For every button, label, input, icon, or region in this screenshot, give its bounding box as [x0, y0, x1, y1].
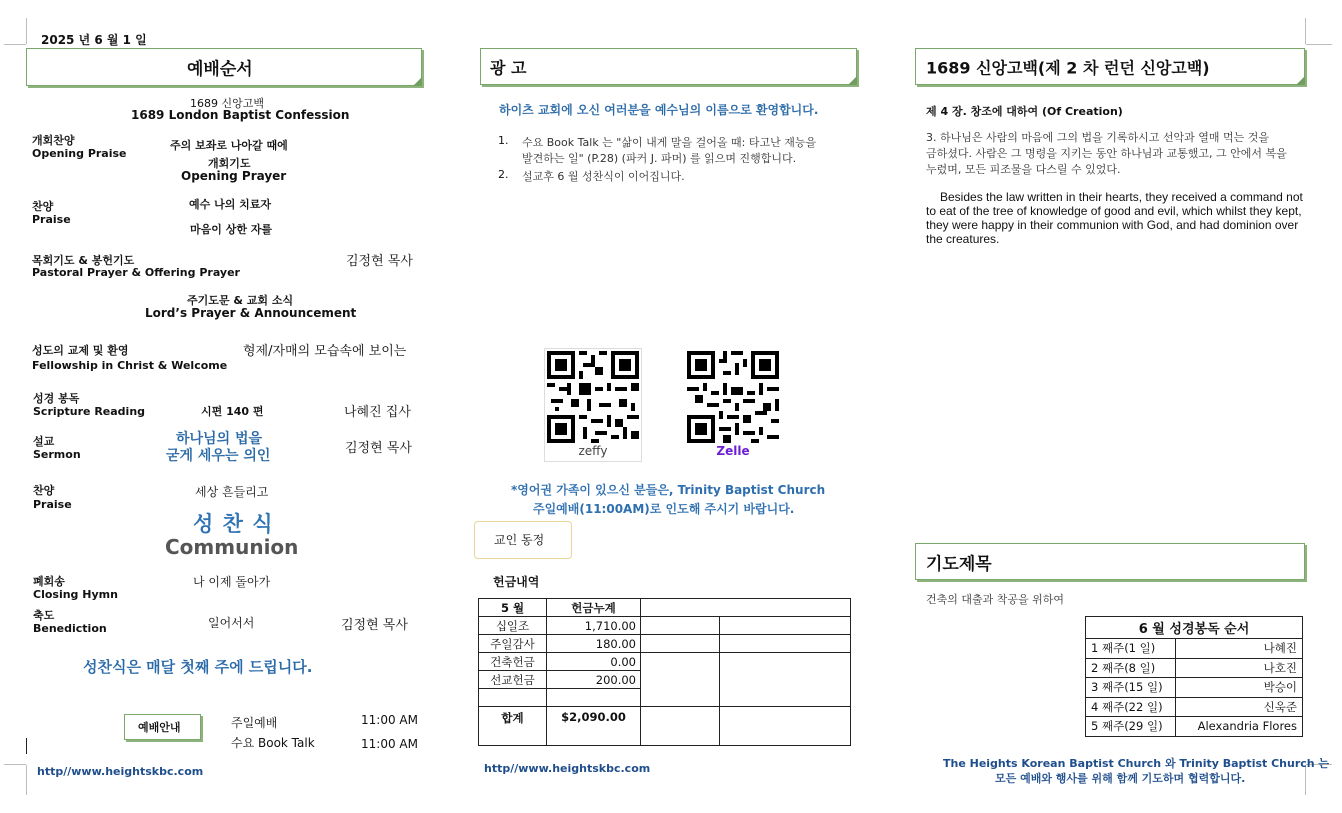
confession-title: 1689 신앙고백(제 2 차 런던 신앙고백) [926, 58, 1210, 77]
announcement-2-line1: 설교후 6 월 성찬식이 이어집니다. [522, 170, 685, 183]
communion-note: 성찬식은 매달 첫째 주에 드립니다. [83, 658, 313, 676]
confession-ko-line2: 금하셨다. 사람은 그 명령을 지키는 동안 하나님과 교통했고, 그 안에서 복을 [926, 147, 1287, 160]
website-link-middle[interactable]: http//www.heightskbc.com [484, 762, 651, 775]
offering-title: 헌금내역 [493, 575, 540, 589]
scripture-en: Scripture Reading [33, 405, 146, 418]
confession-ko-line1: 3. 하나님은 사람의 마음에 그의 법을 기록하시고 선악과 열매 먹는 것을 [926, 131, 1269, 144]
announcement-1-line2: 발견하는 일" (P.28) (파커 J. 파머) 를 읽으며 진행합니다. [522, 152, 797, 165]
pastoral-prayer-ko: 목회기도 & 봉헌기도 [32, 254, 135, 267]
announcement-2-number: 2. [498, 168, 509, 181]
benediction-pastor: 김정현 목사 [341, 618, 408, 633]
fellowship-en: Fellowship in Christ & Welcome [32, 359, 228, 372]
prayer-item: 건축의 대출과 착공을 위하여 [926, 593, 1065, 606]
bible-week: 5 째주(29 일) [1086, 717, 1176, 737]
welcome-message: 하이츠 교회에 오신 여러분을 예수님의 이름으로 환영합니다. [499, 103, 819, 117]
partnership-note-1: The Heights Korean Baptist Church 와 Trinity Baptist Church 는 [943, 757, 1330, 770]
bible-reading-table [1085, 616, 1303, 737]
prayer-title: 기도제목 [926, 554, 992, 574]
closing-hymn-ko: 폐회송 [33, 575, 65, 588]
offering-empty-cell [720, 617, 851, 635]
offering-amount: 200.00 [547, 671, 641, 689]
offering-month-header: 5 월 [479, 599, 547, 617]
praise-ko: 찬양 [32, 200, 54, 213]
offering-amount-header: 헌금누계 [547, 599, 641, 617]
order-of-worship-header [26, 48, 422, 86]
benediction-ko: 축도 [33, 609, 55, 622]
praise2-ko: 찬양 [33, 484, 55, 497]
member-news-label: 교인 동정 [494, 533, 545, 547]
crop-mark [4, 44, 26, 45]
offering-amount: 180.00 [547, 635, 641, 653]
bible-reader: 박승이 [1176, 678, 1303, 698]
offering-empty-cell [720, 635, 851, 653]
confession-ko: 1689 신앙고백 [190, 97, 264, 110]
pastoral-prayer-en: Pastoral Prayer & Offering Prayer [32, 266, 240, 279]
offering-label: 십일조 [479, 617, 547, 635]
crop-mark [26, 18, 27, 44]
sunday-service-time: 11:00 AM [361, 713, 418, 727]
offering-amount: 1,710.00 [547, 617, 641, 635]
praise-en: Praise [32, 213, 71, 226]
bible-week: 2 째주(8 일) [1086, 658, 1176, 678]
member-news-badge [474, 521, 572, 559]
offering-table [478, 598, 851, 746]
bible-week: 4 째주(22 일) [1086, 697, 1176, 717]
confession-ko-line3: 누렸며, 모든 피조물을 다스릴 수 있었다. [926, 163, 1121, 176]
qr-pattern [687, 351, 779, 443]
confession-chapter: 제 4 장. 창조에 대하여 (Of Creation) [926, 105, 1123, 118]
praise-song-1: 예수 나의 치료자 [189, 198, 272, 211]
offering-amount: 0.00 [547, 653, 641, 671]
confession-en-line4: the creatures. [926, 232, 1000, 246]
bible-reading-title: 6 월 성경봉독 순서 [1086, 617, 1303, 639]
announcements-header [480, 48, 857, 85]
opening-prayer-ko: 개회기도 [208, 157, 251, 170]
opening-praise-ko: 개회찬양 [32, 134, 75, 147]
benediction-song: 일어서서 [208, 616, 255, 630]
offering-empty-cell [479, 689, 547, 707]
offering-label: 선교헌금 [479, 671, 547, 689]
scripture-text: 시편 140 편 [201, 405, 264, 418]
praise2-en: Praise [33, 498, 72, 511]
bible-reader: Alexandria Flores [1176, 717, 1303, 737]
crop-mark [1306, 44, 1332, 45]
announcement-1-line1: 수요 Book Talk 는 "삶이 내게 말을 걸어올 때: 타고난 재능을 [522, 136, 817, 149]
header-fold [848, 76, 857, 85]
opening-praise-song: 주의 보좌로 나아갈 때에 [170, 139, 288, 152]
communion-ko: 성 찬 식 [193, 512, 274, 536]
wednesday-service-time: 11:00 AM [361, 737, 418, 751]
confession-en-line2: to eat of the tree of knowledge of good and evil, which whilst they kept, [926, 204, 1302, 218]
crop-mark [4, 764, 26, 765]
confession-en: 1689 London Baptist Confession [131, 108, 350, 122]
header-fold [1296, 76, 1305, 85]
bible-week: 3 째주(15 일) [1086, 678, 1176, 698]
lords-prayer-en: Lord’s Prayer & Announcement [145, 306, 357, 320]
service-info-badge [124, 714, 201, 740]
offering-empty-cell [641, 653, 720, 707]
crop-mark [1305, 18, 1306, 44]
lords-prayer-ko: 주기도문 & 교회 소식 [187, 294, 294, 307]
bible-week: 1 째주(1 일) [1086, 639, 1176, 659]
qr-pattern [547, 351, 639, 443]
praise-song-2: 마음이 상한 자를 [190, 223, 273, 236]
bible-reader: 신욱준 [1176, 697, 1303, 717]
announcement-1-number: 1. [498, 134, 509, 147]
offering-label: 건축헌금 [479, 653, 547, 671]
scripture-reader: 나혜진 집사 [344, 405, 411, 420]
praise2-song: 세상 흔들리고 [195, 485, 269, 499]
confession-en-line1: Besides the law written in their hearts, they received a command not [940, 190, 1303, 204]
opening-prayer-en: Opening Prayer [181, 169, 287, 183]
scripture-ko: 성경 봉독 [33, 392, 80, 405]
bible-reader: 나호진 [1176, 658, 1303, 678]
pastoral-prayer-pastor: 김정현 목사 [346, 254, 413, 269]
announcements-title: 광 고 [490, 58, 527, 77]
offering-total-label: 합계 [479, 707, 547, 746]
offering-empty-cell [641, 707, 720, 746]
bible-reader: 나혜진 [1176, 639, 1303, 659]
partnership-note-2: 모든 예배와 행사를 위해 함께 기도하며 협력합니다. [995, 772, 1246, 785]
bulletin-date: 2025 년 6 월 1 일 [41, 33, 147, 47]
offering-empty-cell [641, 599, 851, 617]
confession-en-line3: they were happy in their communion with God, and had dominion over [926, 218, 1299, 232]
confession-header [915, 48, 1305, 85]
fellowship-ko: 성도의 교제 및 환영 [32, 344, 129, 357]
offering-empty-cell [547, 689, 641, 707]
communion-en: Communion [165, 535, 299, 559]
prayer-header [915, 543, 1305, 580]
closing-hymn-song: 나 이제 돌아가 [193, 575, 271, 589]
wednesday-service-label: 수요 Book Talk [231, 736, 315, 750]
offering-empty-cell [641, 617, 720, 635]
offering-empty-cell [720, 653, 851, 707]
crop-mark [26, 765, 27, 795]
zelle-label: Zelle [716, 444, 750, 458]
benediction-en: Benediction [33, 622, 107, 635]
fellowship-note: 형제/자매의 모습속에 보이는 [243, 344, 407, 359]
sermon-pastor: 김정현 목사 [345, 441, 412, 456]
offering-empty-cell [720, 707, 851, 746]
english-ministry-note-2: 주일예배(11:00AM)로 인도해 주시기 바랍니다. [533, 502, 795, 516]
header-fold [413, 77, 422, 86]
english-ministry-note-1: *영어권 가족이 있으신 분들은, Trinity Baptist Church [511, 483, 826, 497]
offering-empty-cell [641, 635, 720, 653]
sermon-title-line2: 굳게 세우는 의인 [166, 448, 271, 464]
zeffy-qr-code[interactable] [544, 348, 642, 462]
offering-label: 주일감사 [479, 635, 547, 653]
offering-total-amount: $2,090.00 [547, 707, 641, 746]
zelle-qr-code[interactable] [684, 348, 782, 462]
sermon-ko: 설교 [33, 435, 55, 448]
opening-praise-en: Opening Praise [32, 147, 127, 160]
service-info-label: 예배안내 [138, 721, 181, 734]
sermon-title-line1: 하나님의 법을 [176, 431, 263, 447]
order-of-worship-title: 예배순서 [187, 59, 253, 80]
zeffy-label: zeffy [578, 444, 608, 458]
closing-hymn-en: Closing Hymn [33, 588, 118, 601]
website-link-left[interactable]: http//www.heightskbc.com [37, 765, 204, 778]
crop-mark [26, 738, 27, 754]
sunday-service-label: 주일예배 [231, 716, 278, 730]
sermon-en: Sermon [33, 448, 81, 461]
